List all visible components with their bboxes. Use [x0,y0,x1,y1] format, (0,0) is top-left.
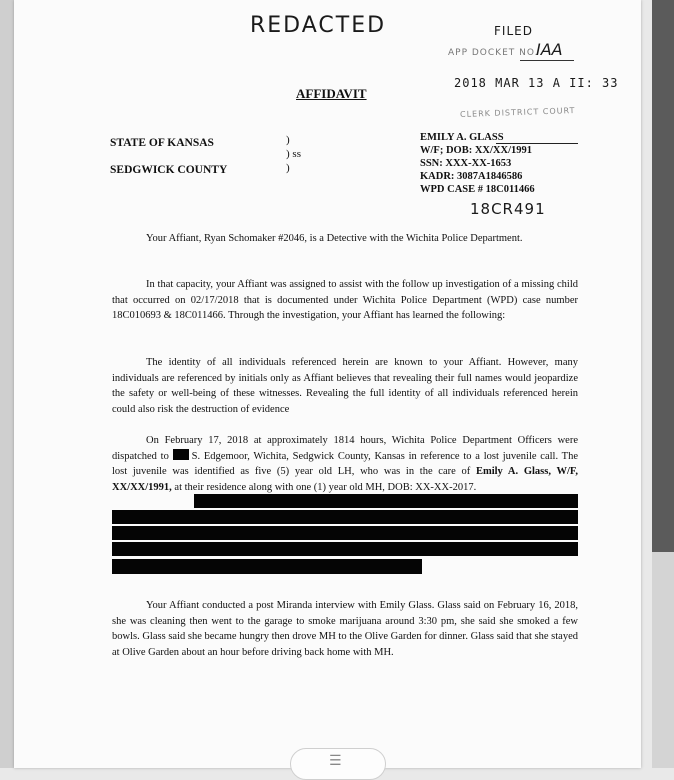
docket-underline [520,60,574,61]
subject-underline [496,143,578,144]
county-caption: SEDGWICK COUNTY [110,164,228,176]
scrollbar-track[interactable] [652,0,674,768]
dispatch-text-a: On February 17, 2018 at approximately 1814 hours, Wichita Police Department Officers were dispatched to [112,435,578,462]
redaction-bar [112,526,578,540]
clerk-stamp: CLERK DISTRICT COURT [459,105,576,120]
dispatch-text-c: at their residence along with one (1) year old MH, DOB: XX-XX-2017. [174,481,477,493]
caption-paren: ) [286,134,290,146]
scrollbar-thumb[interactable] [652,0,674,552]
subject-name: EMILY A. GLASS [420,132,504,143]
caption-paren-ss: ) ss [286,148,301,160]
menu-icon: ☰ [329,753,342,769]
paragraph-affiant: Your Affiant, Ryan Schomaker #2046, is a Detective with the Wichita Police Department. [146,233,523,244]
subject-dob: W/F; DOB: XX/XX/1991 [420,145,532,156]
dispatch-subject-bold: Emily A. Glass, W/F, XX/XX/1991, [112,466,578,493]
bottom-menu-handle[interactable] [290,748,386,780]
document-page [14,0,641,768]
subject-block [420,131,535,196]
docket-label: APP DOCKET NO. [448,48,539,58]
filed-stamp: FILED [494,24,533,38]
redaction-bar [194,494,578,508]
docket-initials: IAA [536,40,563,59]
state-caption: STATE OF KANSAS [110,137,214,149]
document-title: AFFIDAVIT [296,86,367,101]
filing-date-stamp: 2018 MAR 13 A II: 33 [454,76,619,90]
paragraph-identity: The identity of all individuals referenced herein are known to your Affiant. However, many individuals are referenced by initials only as Affiant believes that revealing their full names would jeopardize the safety or well-being of these witnesses. Revealing the full identity of all individuals referenced herein could also risk the destruction of evidence [112,357,578,415]
handwritten-case-number: 18CR491 [470,200,546,218]
paragraph-dispatch [112,433,578,495]
caption-paren: ) [286,162,290,174]
subject-ssn: SSN: XXX-XX-1653 [420,158,512,169]
subject-kadr: KADR: 3087A1846586 [420,171,523,182]
redaction-bar [112,542,578,556]
redacted-stamp: REDACTED [250,13,387,38]
paragraph-capacity: In that capacity, your Affiant was assigned to assist with the follow up investigation of a missing child that occurred on 02/17/2018 that is documented under Wichita Police Department (WPD) case number 18C010693 & 18C011466. Through the investigation, your Affiant has learned the following: [112,279,578,321]
redaction-bar [112,510,578,524]
dispatch-text-b: S. Edgemoor, Wichita, Sedgwick County, Kansas in reference to a lost juvenile call. The lost juvenile was identified as five (5) year old LH, who was in the care of [112,450,578,477]
viewer-left-edge [0,0,14,768]
redaction-bar [112,559,422,574]
paragraph-interview: Your Affiant conducted a post Miranda interview with Emily Glass. Glass said on February 16, 2018, she was cleaning then went to the garage to smoke marijuana around 3:30 pm, she said she smoked a few bowls. Glass said she became hungry then drove MH to the Olive Garden for dinner. Glass said that she stayed at Olive Garden about an hour before driving back home with MH. [112,600,578,658]
redacted-address-box [173,449,189,460]
subject-wpd-case: WPD CASE # 18C011466 [420,184,535,195]
